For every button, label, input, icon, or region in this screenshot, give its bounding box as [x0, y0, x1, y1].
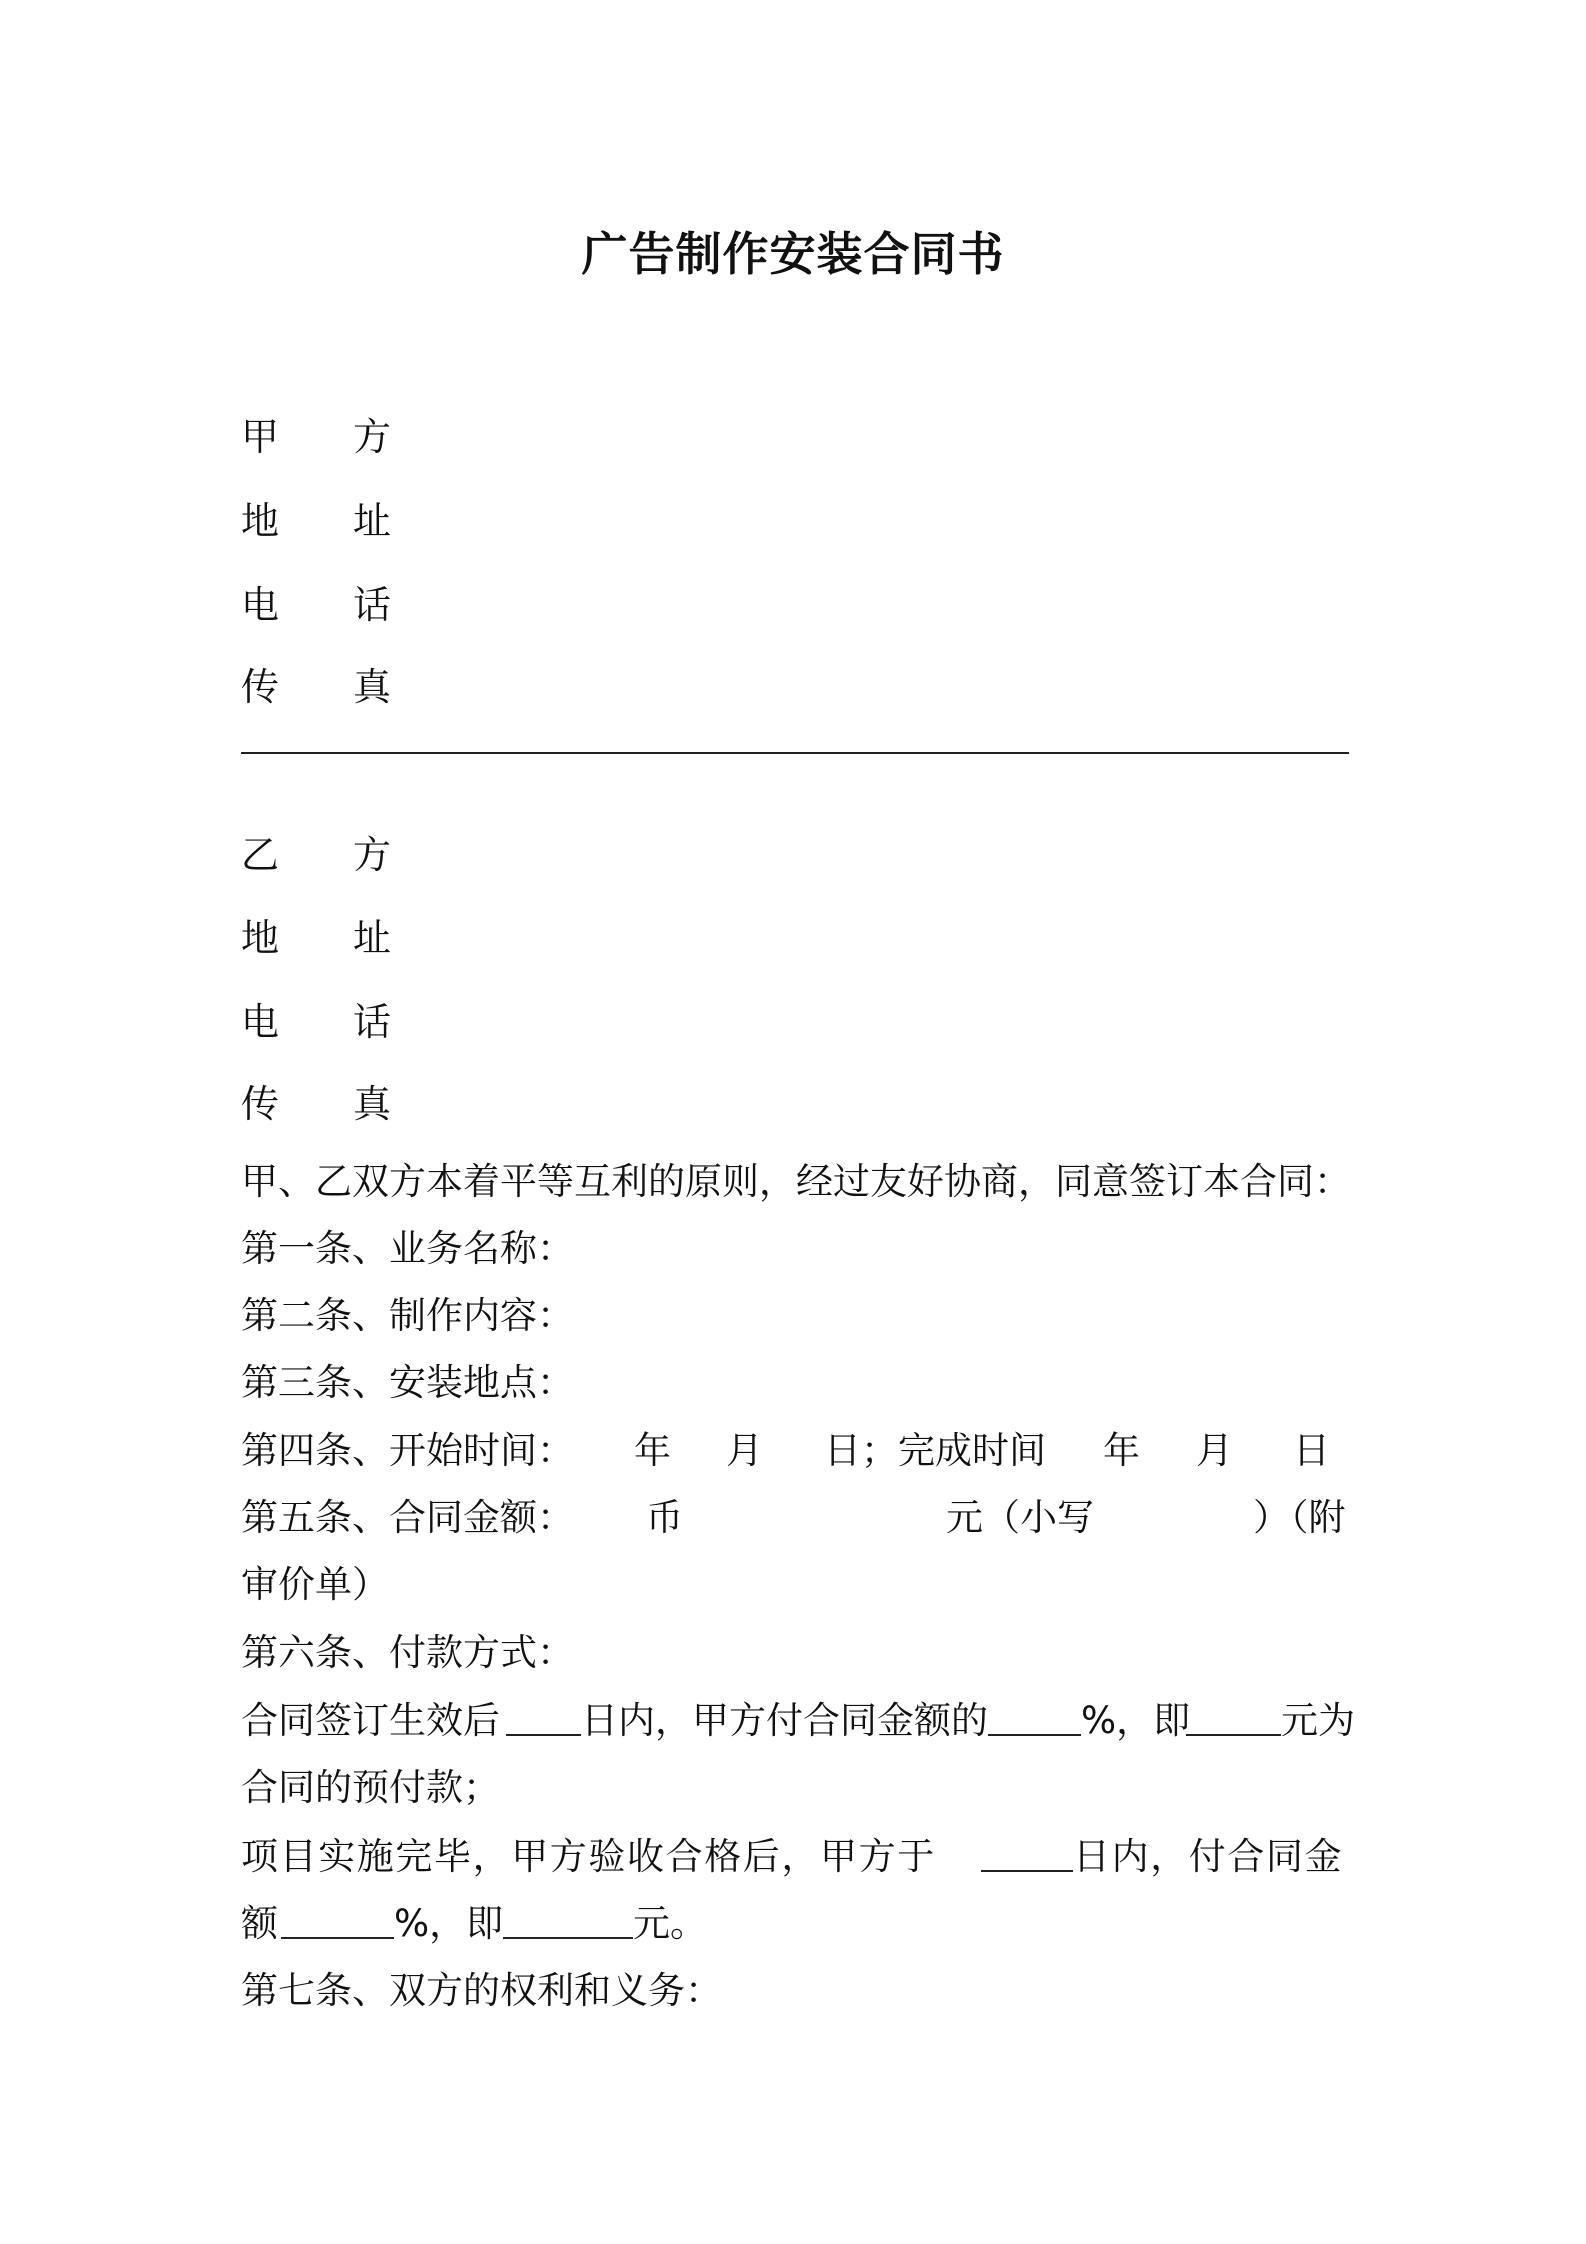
article-6-para-1 [241, 1696, 1355, 1746]
article-3: 第三条、安装地点： [241, 1361, 574, 1404]
article-4-end-year: 年 [1103, 1429, 1140, 1472]
article-5-attach: ）（附 [1253, 1496, 1346, 1539]
party-a-phone-label-2: 话 [353, 583, 392, 627]
article-6: 第六条、付款方式： [241, 1631, 574, 1674]
party-a-phone-label-1: 电 [241, 583, 280, 627]
article-5-label: 第五条、合同金额： [241, 1496, 574, 1539]
a6-p1-days-blank[interactable] [506, 1696, 581, 1736]
a6-p2-days-blank[interactable] [981, 1832, 1073, 1872]
article-7: 第七条、双方的权利和义务： [241, 1969, 722, 2012]
document-title: 广告制作安装合同书 [581, 227, 1005, 281]
article-4 [241, 1426, 1351, 1476]
party-b-fax-label-2: 真 [353, 1082, 392, 1126]
article-6-para-1-continued: 合同的预付款； [241, 1766, 500, 1809]
party-divider [241, 752, 1349, 754]
party-a-fax-label-2: 真 [353, 665, 392, 709]
party-a-name-label-2: 方 [353, 415, 392, 459]
a6-p1-text-a: 合同签订生效后 [241, 1699, 500, 1742]
a6-p2-text-b: 日内，付合同金 [1073, 1835, 1344, 1878]
article-4-label: 第四条、开始时间： [241, 1429, 574, 1472]
party-b-address-label-1: 地 [241, 916, 280, 960]
party-a-address-label-2: 址 [353, 499, 392, 543]
a6-p2-percent-blank[interactable] [281, 1899, 394, 1939]
article-4-end-month: 月 [1196, 1429, 1233, 1472]
a6-p2-amount-blank[interactable] [503, 1899, 633, 1939]
a6-p1-text-c: %，即 [1081, 1699, 1191, 1742]
party-b-phone-label-1: 电 [241, 1000, 280, 1044]
article-4-start-day: 日；完成时间 [824, 1429, 1046, 1472]
party-a-name-label-1: 甲 [241, 415, 280, 459]
article-5-continued: 审价单） [241, 1563, 389, 1606]
a6-p1-text-d: 元为 [1281, 1699, 1355, 1742]
a6-p1-amount-blank[interactable] [1186, 1696, 1281, 1736]
intro-text: 甲、乙双方本着平等互利的原则，经过友好协商，同意签订本合同： [241, 1160, 1351, 1203]
article-5-currency: 币 [646, 1496, 683, 1539]
a6-p1-text-b: 日内，甲方付合同金额的 [581, 1699, 988, 1742]
article-5-yuan: 元（小写 [946, 1496, 1094, 1539]
article-4-end-day: 日 [1293, 1429, 1330, 1472]
party-b-fax-label-1: 传 [241, 1082, 280, 1126]
article-1: 第一条、业务名称： [241, 1227, 574, 1270]
a6-p2-text-a: 项目实施完毕，甲方验收合格后，甲方于 [241, 1835, 936, 1878]
a6-p2-text-c: 额 [241, 1902, 278, 1945]
party-a-fax-label-1: 传 [241, 665, 280, 709]
article-4-start-month: 月 [726, 1429, 763, 1472]
party-a-address-label-1: 地 [241, 499, 280, 543]
article-2: 第二条、制作内容： [241, 1294, 574, 1337]
article-4-start-year: 年 [634, 1429, 671, 1472]
a6-p2-text-d: %，即 [394, 1902, 504, 1945]
a6-p2-text-e: 元。 [633, 1902, 707, 1945]
party-b-name-label-1: 乙 [241, 833, 280, 877]
article-6-para-2 [241, 1832, 1351, 1882]
party-b-name-label-2: 方 [353, 833, 392, 877]
article-5 [241, 1493, 1351, 1543]
a6-p1-percent-blank[interactable] [988, 1696, 1081, 1736]
article-6-para-2-continued [241, 1899, 1351, 1949]
party-b-phone-label-2: 话 [353, 1000, 392, 1044]
party-b-address-label-2: 址 [353, 916, 392, 960]
